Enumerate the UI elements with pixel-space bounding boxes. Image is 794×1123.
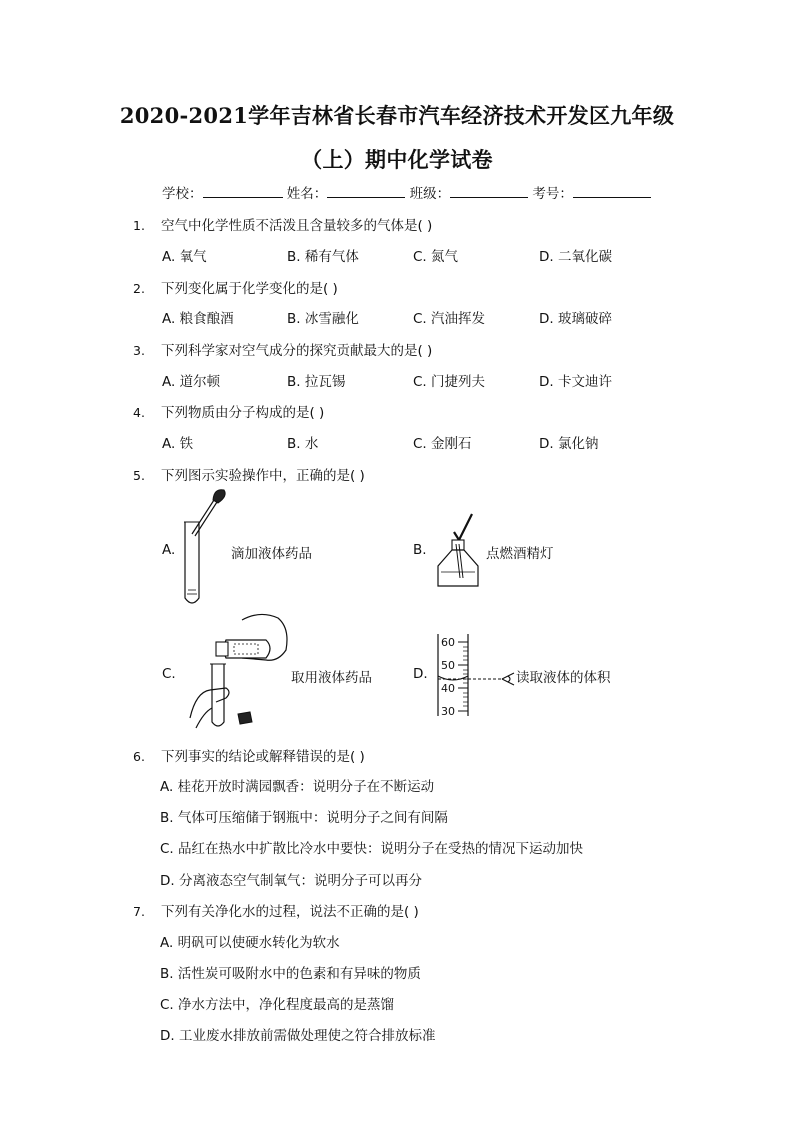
question-stem: 下列变化属于化学变化的是( ) xyxy=(161,281,338,297)
option-d: D. 工业废水排放前需做处理使之符合排放标准 xyxy=(160,1028,436,1044)
option-d: D. 卡文迪许 xyxy=(539,374,612,390)
figure-d-letter: D. xyxy=(413,666,428,682)
question-6 xyxy=(133,745,365,765)
scale-label-40: 40 xyxy=(441,682,455,695)
question-stem: 下列有关净化水的过程，说法不正确的是( ) xyxy=(161,904,419,920)
option-b: B. 拉瓦锡 xyxy=(287,374,346,390)
question-2 xyxy=(133,277,338,297)
question-7 xyxy=(133,900,419,920)
option-c: C. 汽油挥发 xyxy=(413,311,486,327)
option-b: B. 气体可压缩储于钢瓶中：说明分子之间有间隔 xyxy=(160,810,448,826)
figure-b-caption: 点燃酒精灯 xyxy=(486,546,554,562)
option-c: C. 氮气 xyxy=(413,249,459,265)
option-b: B. 水 xyxy=(287,436,319,452)
figure-c-letter: C. xyxy=(162,666,176,682)
number-label: 考号： xyxy=(532,186,573,202)
option-c: C. 门捷列夫 xyxy=(413,374,486,390)
option-a: A. 道尔顿 xyxy=(162,374,221,390)
option-b: B. 活性炭可吸附水中的色素和有异味的物质 xyxy=(160,966,421,982)
question-number: 4. xyxy=(133,405,145,420)
option-b: B. 冰雪融化 xyxy=(287,311,359,327)
option-d: D. 分离液态空气制氧气：说明分子可以再分 xyxy=(160,873,422,889)
question-1 xyxy=(133,214,432,234)
school-label: 学校： xyxy=(162,186,203,202)
figure-d-caption: 读取液体的体积 xyxy=(516,670,611,686)
student-info-line xyxy=(162,182,651,202)
pouring-liquid-figure xyxy=(182,610,292,732)
scale-label-50: 50 xyxy=(441,659,455,672)
scale-label-60: 60 xyxy=(441,636,455,649)
option-a: A. 明矾可以使硬水转化为软水 xyxy=(160,935,340,951)
page-title-line1: 2020-2021学年吉林省长春市汽车经济技术开发区九年级 xyxy=(119,103,675,128)
question-stem: 下列图示实验操作中，正确的是( ) xyxy=(161,468,365,484)
option-a: A. 铁 xyxy=(162,436,194,452)
figure-a-letter: A. xyxy=(162,542,176,558)
name-field[interactable] xyxy=(327,183,405,198)
name-label: 姓名： xyxy=(286,186,328,202)
question-stem: 空气中化学性质不活泼且含量较多的气体是( ) xyxy=(161,218,433,234)
question-3 xyxy=(133,339,432,359)
question-number: 5. xyxy=(133,468,145,483)
question-stem: 下列事实的结论或解释错误的是( ) xyxy=(161,749,365,765)
question-stem: 下列物质由分子构成的是( ) xyxy=(161,405,325,421)
class-label: 班级： xyxy=(409,186,451,202)
school-field[interactable] xyxy=(203,183,283,198)
figure-b-letter: B. xyxy=(413,542,427,558)
option-a: A. 桂花开放时满园飘香：说明分子在不断运动 xyxy=(160,779,435,795)
question-number: 7. xyxy=(133,904,145,919)
option-c: C. 净水方法中，净化程度最高的是蒸馏 xyxy=(160,997,395,1013)
graduated-cylinder-figure xyxy=(432,632,522,718)
question-number: 2. xyxy=(133,281,145,296)
class-field[interactable] xyxy=(450,183,528,198)
option-a: A. 氧气 xyxy=(162,249,207,265)
number-field[interactable] xyxy=(573,183,651,198)
scale-label-30: 30 xyxy=(441,705,455,718)
option-b: B. 稀有气体 xyxy=(287,249,359,265)
figure-c-caption: 取用液体药品 xyxy=(291,670,372,686)
option-d: D. 氯化钠 xyxy=(539,436,599,452)
dropper-test-tube-figure xyxy=(178,486,228,608)
figure-a-caption: 滴加液体药品 xyxy=(231,546,312,562)
question-4 xyxy=(133,401,324,421)
question-number: 3. xyxy=(133,343,145,358)
option-a: A. 粮食酿酒 xyxy=(162,311,234,327)
alcohol-lamp-figure xyxy=(432,508,484,590)
page-title-line2: （上）期中化学试卷 xyxy=(301,147,493,172)
question-5 xyxy=(133,464,365,484)
question-number: 6. xyxy=(133,749,145,764)
option-d: D. 二氧化碳 xyxy=(539,249,612,265)
option-c: C. 金刚石 xyxy=(413,436,472,452)
option-c: C. 品红在热水中扩散比冷水中要快：说明分子在受热的情况下运动加快 xyxy=(160,841,584,857)
question-stem: 下列科学家对空气成分的探究贡献最大的是( ) xyxy=(161,343,433,359)
option-d: D. 玻璃破碎 xyxy=(539,311,612,327)
question-number: 1. xyxy=(133,218,145,233)
